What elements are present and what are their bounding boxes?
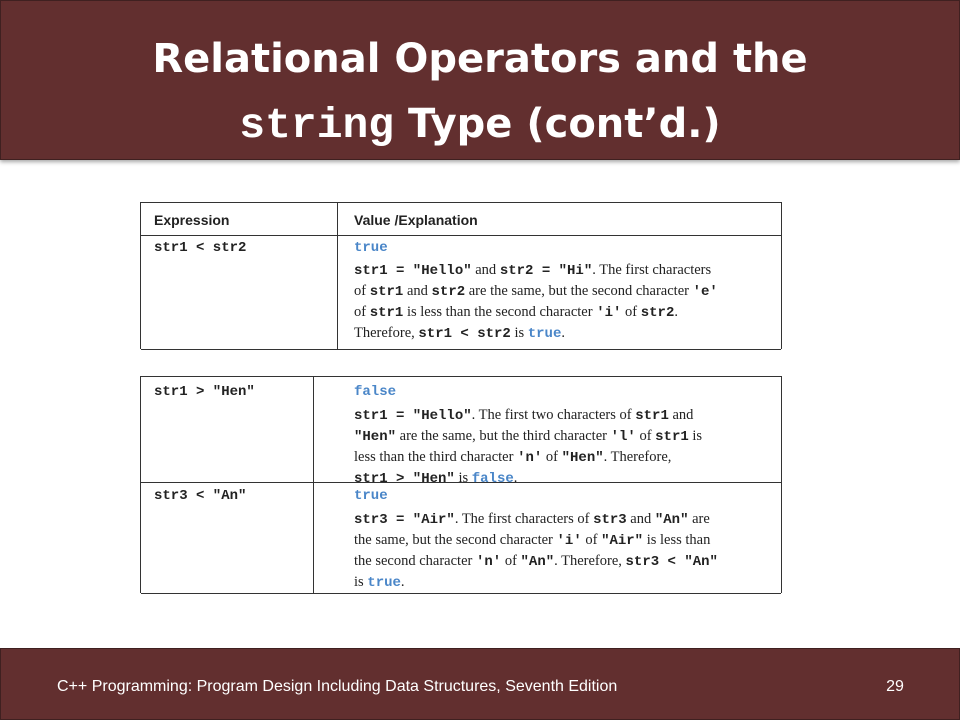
column-divider [337, 203, 338, 349]
prose-fragment: are [688, 511, 710, 527]
prose-fragment: and [626, 511, 655, 527]
explanation-line [354, 509, 718, 530]
prose-fragment: . [674, 304, 678, 320]
prose-fragment: less than the third character [354, 449, 518, 465]
prose-fragment: the same, but the second character [354, 532, 557, 548]
explanation-cell [354, 405, 702, 489]
prose-fragment: is [454, 470, 472, 486]
prose-fragment: of [542, 449, 562, 465]
header-value-explanation: Value /Explanation [354, 212, 478, 228]
code-fragment: 'e' [692, 284, 718, 300]
code-fragment: 'i' [596, 305, 622, 321]
prose-fragment: . The first characters [592, 262, 712, 278]
title-code-word: string [239, 101, 395, 150]
slide-title-line-2 [0, 100, 960, 150]
keyword-fragment: true [367, 575, 401, 591]
code-fragment: "An" [654, 512, 689, 528]
explanation-cell [354, 509, 718, 593]
explanation-line [354, 572, 718, 593]
operator-table-1 [140, 202, 782, 349]
keyword-fragment: false [471, 471, 514, 487]
prose-fragment: is [354, 574, 368, 590]
prose-fragment: of [354, 304, 370, 320]
code-fragment: 'n' [475, 554, 502, 570]
value-cell: true [354, 488, 388, 504]
value-cell: true [354, 240, 388, 256]
keyword-fragment: true [527, 326, 562, 342]
expression-cell: str3 < "An" [154, 488, 247, 504]
prose-fragment: is [688, 428, 703, 444]
code-fragment: 'n' [517, 450, 543, 466]
footer-book-title: C++ Programming: Program Design Including Data Structures, Seventh Edition [57, 678, 618, 695]
code-fragment: str3 < "An" [625, 554, 718, 570]
row-divider [141, 593, 781, 594]
explanation-line [354, 281, 718, 302]
explanation-line [354, 323, 718, 344]
prose-fragment: of [501, 553, 521, 569]
expression-cell: str1 < str2 [154, 240, 247, 256]
row-divider [141, 349, 781, 350]
explanation-line [354, 302, 718, 323]
prose-fragment: and [403, 283, 432, 299]
prose-fragment: . [513, 470, 518, 486]
prose-fragment: . The first two characters of [471, 407, 636, 423]
code-fragment: str2 = "Hi" [499, 263, 593, 279]
prose-fragment: Therefore, [354, 325, 419, 341]
code-fragment: str1 [369, 284, 404, 300]
column-divider [313, 377, 314, 593]
code-fragment: "Hen" [354, 429, 397, 445]
explanation-cell [354, 260, 718, 344]
prose-fragment: the second character [354, 553, 476, 569]
code-fragment: str1 = "Hello" [354, 408, 472, 424]
prose-fragment: . The first characters of [454, 511, 594, 527]
prose-fragment: of [635, 428, 656, 444]
explanation-line [354, 260, 718, 281]
prose-fragment: is less than the second character [403, 304, 597, 320]
prose-fragment: is [510, 325, 528, 341]
prose-fragment: of [581, 532, 602, 548]
prose-fragment: and [668, 407, 694, 423]
code-fragment: "An" [520, 554, 555, 570]
operator-table-2 [140, 376, 782, 593]
prose-fragment: . Therefore, [603, 449, 672, 465]
code-fragment: str1 [635, 408, 669, 424]
prose-fragment: . Therefore, [554, 553, 626, 569]
slide-title-line-1: Relational Operators and the [152, 36, 808, 82]
code-fragment: 'i' [556, 533, 582, 549]
code-fragment: str3 [593, 512, 627, 528]
explanation-line [354, 530, 718, 551]
title-rest: Type (cont’d.) [394, 101, 721, 147]
prose-fragment: of [621, 304, 641, 320]
prose-fragment: are the same, but the second character [465, 283, 693, 299]
explanation-line [354, 551, 718, 572]
explanation-line [354, 447, 702, 468]
code-fragment: 'l' [610, 429, 636, 445]
explanation-line [354, 468, 702, 489]
page-number: 29 [886, 678, 904, 695]
prose-fragment: . [561, 325, 565, 341]
explanation-line [354, 426, 702, 447]
code-fragment: str3 = "Air" [354, 512, 455, 528]
code-fragment: str1 [369, 305, 404, 321]
prose-fragment: of [354, 283, 370, 299]
prose-fragment: and [471, 262, 500, 278]
prose-fragment: . [400, 574, 405, 590]
header-expression: Expression [154, 212, 230, 228]
code-fragment: str1 [655, 429, 689, 445]
code-fragment: str1 = "Hello" [354, 263, 472, 279]
prose-fragment: are the same, but the third character [396, 428, 611, 444]
explanation-line [354, 405, 702, 426]
header-divider [141, 235, 781, 236]
expression-cell: str1 > "Hen" [154, 384, 255, 400]
value-cell: false [354, 384, 397, 400]
code-fragment: "Air" [601, 533, 644, 549]
prose-fragment: is less than [643, 532, 711, 548]
code-fragment: str1 < str2 [418, 326, 511, 342]
code-fragment: str2 [431, 284, 466, 300]
code-fragment: "Hen" [561, 450, 604, 466]
code-fragment: str2 [640, 305, 675, 321]
code-fragment: str1 > "Hen" [354, 471, 455, 487]
